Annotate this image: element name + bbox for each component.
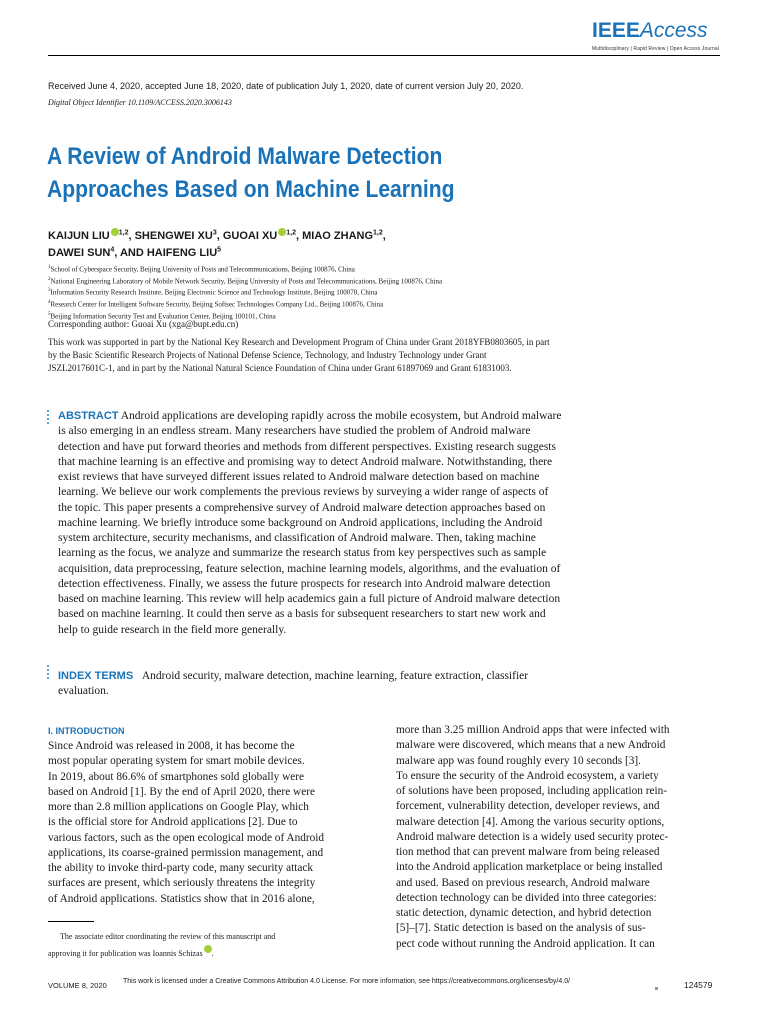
text-line: machine learning. We briefly introduce some background on Android applications, including the Android (58, 516, 543, 529)
affiliation-item: $^1$School of Cyberspace Security, Beijing University of Posts and Telecommunications, Beijing 100876, China (48, 265, 355, 274)
author-name: MIAO ZHANG (302, 230, 374, 242)
text-line: the topic. This paper presents a comprehensive survey of Android malware detection approaches based on (58, 501, 546, 514)
author-name: DAWEI SUN (48, 247, 111, 259)
author-affil-sup: 5 (217, 246, 222, 254)
logo-access-text: Access (639, 19, 708, 42)
text-line: learning. We believe our work complements the previous reviews by surveying a wider range of aspects of (58, 486, 549, 499)
abstract-marker-icon (47, 410, 50, 426)
doi-line: Digital Object Identifier 10.1109/ACCESS.2020.3006143 (48, 98, 232, 107)
text-line: static detection, dynamic detection, and hybrid detection (396, 907, 652, 919)
header-rule (48, 55, 720, 56)
section-heading: I. INTRODUCTION (48, 726, 125, 736)
text-line: that machine learning is an effective and promising way to detect Android malware. Notwithstanding, there (58, 455, 553, 468)
text-line: based on machine learning. This review will help academics gain a full picture of Android malware detection (58, 593, 561, 605)
text-line: detection and have put forward theories and methods from different perspectives. Existing research suggests (58, 440, 556, 453)
affiliation-item: $^4$Research Center for Intelligent Software Security, Beijing Softsec Technologies Company Ltd., Beijing 100876, China (48, 299, 384, 309)
text-line: based on machine learning. It could then serve as a basis for subsequent researchers to start new work and (58, 608, 546, 621)
text-line: forcement, vulnerability detection, developer reviews, and (396, 800, 660, 813)
affiliation-item: $^3$Information Security Research Institute, Beijing Electronic Science and Technology Institute, Beijing 100070, China (48, 288, 378, 297)
text-line: In 2019, about 86.6% of smartphones sold globally were (48, 770, 305, 783)
text-line: malware app was found roughly every 10 seconds [3]. (396, 754, 642, 767)
affiliations (48, 263, 442, 321)
text-line: more than 3.25 million Android apps that were infected with (396, 724, 670, 736)
author-name: AND HAIFENG LIU (119, 247, 218, 259)
text-line: more than 2.8 million applications on Google Play, which (48, 801, 309, 813)
corresponding-author: Corresponding author: Guoai Xu (xga@bupt.edu.cn) (48, 319, 239, 329)
text-line: of Android applications. Statistics show that in 2016 alone, (48, 892, 315, 905)
text-line: is the official store for Android applications [2]. Due to (48, 816, 298, 829)
text-line: Since Android was released in 2008, it has become the (48, 740, 295, 752)
abstract-block: ABSTRACT Android applications are developing rapidly across the mobile ecosystem, but Android malware is also emerging in an endless stream. Many researchers have studied the problem of Android malware detection and have put forward theories and methods from different perspectives. Existing research suggests that machine learning is an effective and promising way to detect Android malware. Notwithstanding, there exist reviews that have surveyed different issues related to Android malware detection based on machine learning. We believe our work complements the previous reviews by surveying a wider range of aspects of the topic. This paper presents a comprehensive survey of Android malware detection approaches based on machine learning. We briefly introduce some background on Android applications, including the Android system architecture, security mechanisms, and classification of Android malware. Then, taking machine learning as the focus, we analyze and summarize the research status from key perspectives such as sample acquisition, data preprocessing, feature selection, machine learning models, algorithms, and the evaluation of detection effectiveness. Finally, we assess the future prospects for research into Android malware detection based on machine learning. This review will help academics gain a full picture of Android malware detection based on machine learning. It could then serve as a basis for subsequent researchers to start new work and help to guide research in the field more generally. (58, 409, 628, 638)
text-line: To ensure the security of the Android ecosystem, a variety (396, 769, 659, 782)
author-name: SHENGWEI XU (134, 230, 213, 242)
journal-logo (592, 20, 722, 52)
text-line: help to guide research in the field more generally. (58, 623, 287, 636)
text-line: is also emerging in an endless stream. Many researchers have studied the problem of Android malware (58, 425, 531, 438)
paper-title (47, 140, 563, 206)
author-affil-sup: 3 (212, 229, 217, 237)
text-line: applications, its coarse-grained permission management, and (48, 846, 324, 859)
title-line: Approaches Based on Machine Learning (47, 176, 455, 203)
footnote-rule (48, 921, 94, 922)
received-dates: Received June 4, 2020, accepted June 18, 2020, date of publication July 1, 2020, date of current version July 20, 2020. (48, 81, 524, 91)
author-name: GUOAI XU (222, 230, 278, 242)
author-affil-sup: 1,2 (118, 229, 129, 237)
author-line: KAIJUN LIU $^{1,2}$, SHENGWEI $XU^3$, GUOAI XU $^{1,2}$, MIAO ZHANG$^{1,2}$, (48, 229, 386, 242)
editor-footnote: The associate editor coordinating the review of this manuscript and approving it for publication was Ioannis Schizas . (48, 932, 276, 958)
page-number: 124579 (684, 980, 713, 990)
intro-left-column (48, 739, 370, 907)
author-line: DAWEI SUN$^4$, AND HAIFENG LIU$^5$ (48, 246, 222, 259)
text-line: learning as the focus, we analyze and summarize the research status from key perspectives such as sample (58, 547, 547, 560)
affiliation-item: $^2$National Engineering Laboratory of Mobile Network Security, Beijing University of Posts and Telecommunications, Beijing 100876, China (48, 276, 443, 285)
index-terms-label: INDEX TERMS (58, 670, 134, 682)
text-line: tion method that can prevent malware from being released (396, 846, 660, 858)
text-line: of solutions have been proposed, including application rein- (396, 785, 668, 797)
intro-right-column (396, 723, 720, 952)
title-line: A Review of Android Malware Detection (47, 143, 443, 170)
logo-ieee-text: IEEE (592, 19, 640, 42)
index-terms-block: INDEX TERMS Android security, malware detection, machine learning, feature extraction, classifier evaluation. (58, 670, 529, 698)
text-line: various factors, such as the open ecological mode of Android (48, 831, 325, 844)
text-line: pect code without running the Android application. It can (396, 937, 655, 950)
text-line: into the Android application marketplace or being installed (396, 861, 663, 874)
footer-volume: VOLUME 8, 2020 (48, 981, 107, 990)
text-line: exist reviews that have surveyed different issues related to Android malware detection based on machine (58, 471, 540, 483)
author-affil-sup: 1,2 (373, 229, 383, 237)
orcid-icon[interactable] (111, 228, 119, 236)
author-affil-sup: 1,2 (286, 229, 296, 237)
text-line: system architecture, security mechanisms, and classification of Android malware. Then, taking machine (58, 532, 536, 544)
text-line: detection technology can be divided into three categories: (396, 891, 657, 904)
text-line: the ability to invoke third-party code, many security attack (48, 862, 314, 874)
text-line: acquisition, data preprocessing, feature selection, machine learning models, algorithms, and the evaluation of (58, 562, 561, 575)
funding-statement: This work was supported in part by the National Key Research and Development Program of China under Grant 2018YFB0803605, in part by the Basic Scientific Research Projects of National Defense Science, Technology, and Industry Technology under Grant JSZL2017601C-1, and in part by the National Natural Science Foundation of China under Grant 61897069 and Grant 61831003. (48, 337, 550, 373)
text-line: [5]–[7]. Static detection is based on the analysis of sus- (396, 922, 646, 935)
author-name: KAIJUN LIU (48, 230, 110, 242)
text-line: most popular operating system for smart mobile devices. (48, 755, 305, 768)
text-line: detection effectiveness. Finally, we assess the future prospects for research into Android malware detection (58, 577, 551, 590)
affiliation-item: $^5$Beijing Information Security Test and Evaluation Center, Beijing 100101, China (48, 311, 276, 320)
footer-license[interactable]: This work is licensed under a Creative Commons Attribution 4.0 License. For more information, see https://creativecommons.org/licenses/by/4.0/ (123, 978, 571, 985)
author-affil-sup: 4 (110, 246, 115, 254)
index-terms-marker-icon (47, 665, 50, 681)
text-line: malware detection [4]. Among the various security options, (396, 815, 665, 828)
orcid-icon[interactable] (204, 945, 212, 953)
text-line: malware were discovered, which means that a new Android (396, 739, 666, 752)
logo-tagline: Multidisciplinary | Rapid Review | Open Access Journal (592, 46, 719, 52)
text-line: surfaces are present, which seriously threatens the integrity (48, 877, 316, 890)
text-line: based on Android [1]. By the end of April 2020, there were (48, 785, 315, 798)
text-line: and used. Based on previous research, Android malware (396, 876, 650, 889)
footer-mark (655, 987, 658, 990)
abstract-label: ABSTRACT (58, 410, 119, 422)
text-line: Android malware detection is a widely used security protec- (396, 830, 669, 843)
author-list (48, 228, 386, 262)
